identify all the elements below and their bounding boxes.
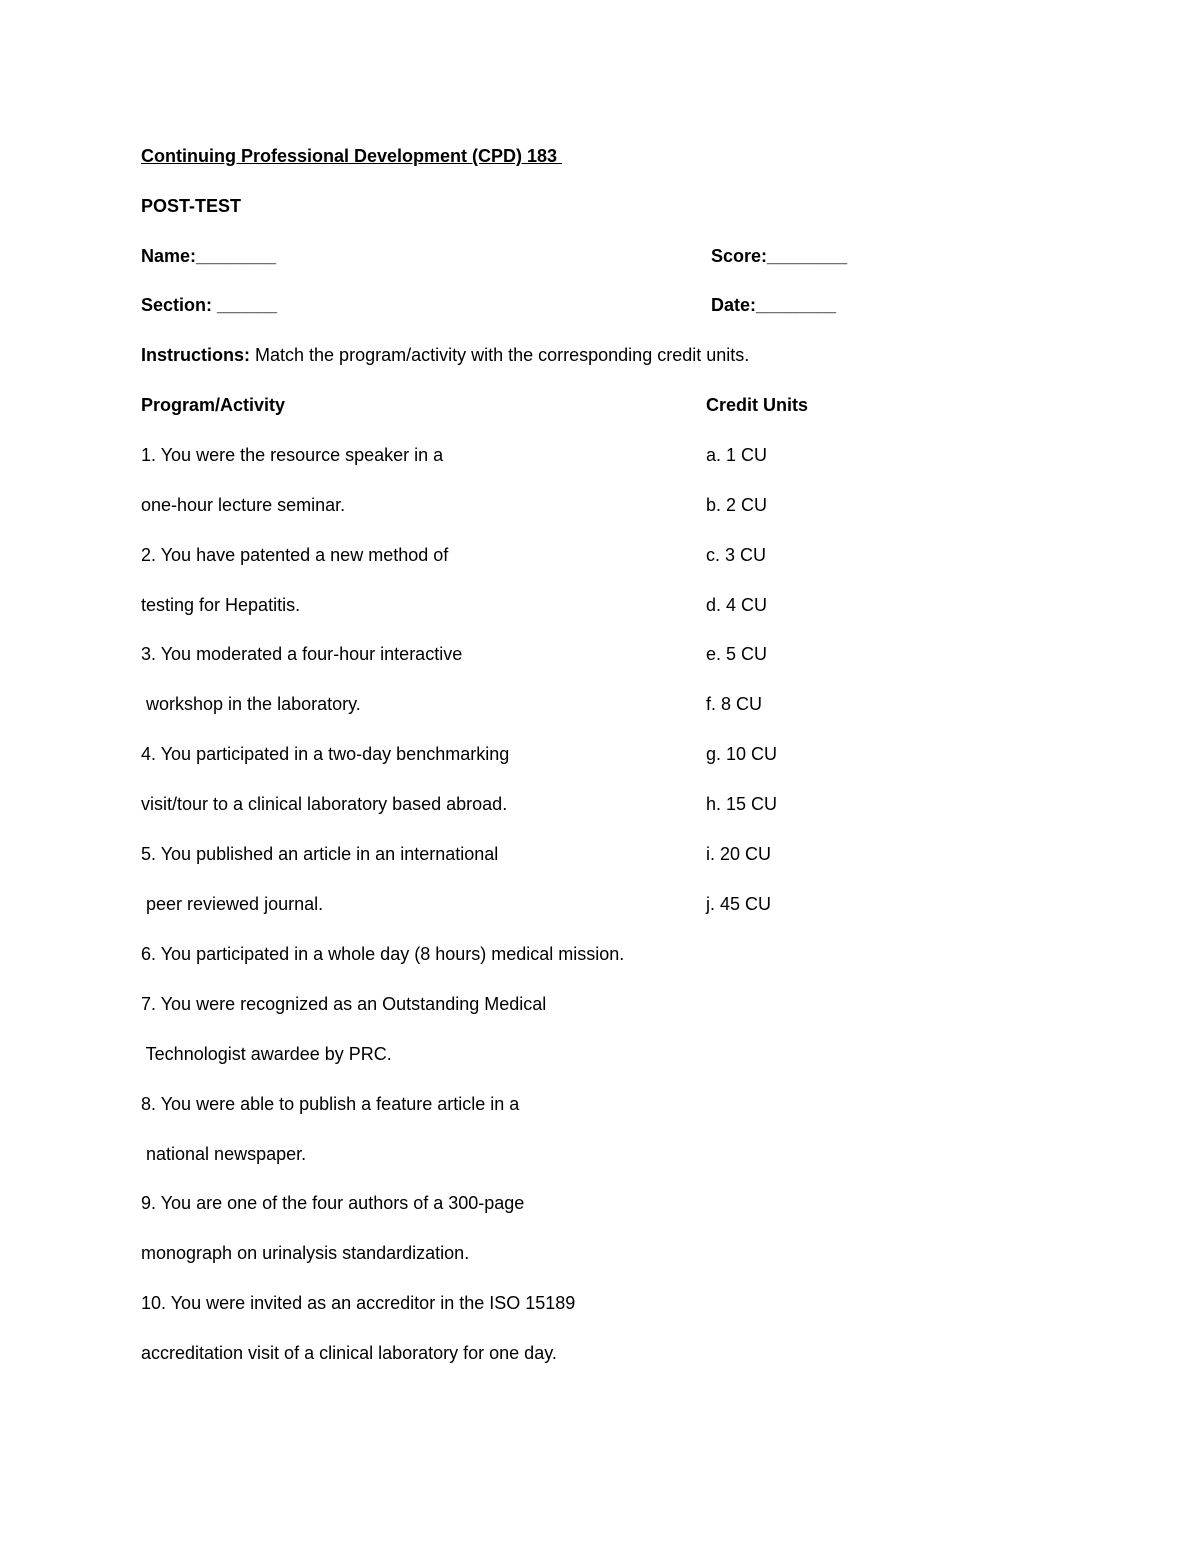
credit-option: i. 20 CU [706,844,772,864]
activity-line: 2. You have patented a new method of [141,545,449,565]
activity-line: 1. You were the resource speaker in a [141,445,444,465]
activity-line: visit/tour to a clinical laboratory based abroad. [141,794,508,814]
activity-line: workshop in the laboratory. [141,694,361,714]
activity-line: 9. You are one of the four authors of a 300-page [141,1193,525,1213]
credit-option: e. 5 CU [706,644,768,664]
instructions-text: Match the program/activity with the corresponding credit units. [250,345,750,365]
credit-option: h. 15 CU [706,794,778,814]
activity-line: 3. You moderated a four-hour interactive [141,644,463,664]
section-field: Section: ______ [141,295,278,315]
score-field: Score:________ [711,246,848,266]
activity-line: 6. You participated in a whole day (8 hours) medical mission. [141,944,625,964]
name-field: Name:________ [141,246,277,266]
document-title: Continuing Professional Development (CPD) 183 [141,146,563,166]
credit-units-header: Credit Units [706,395,809,415]
credit-option: f. 8 CU [706,694,763,714]
credit-option: d. 4 CU [706,595,768,615]
activity-line: testing for Hepatitis. [141,595,301,615]
activity-line: peer reviewed journal. [141,894,324,914]
credit-option: c. 3 CU [706,545,767,565]
activity-line: one-hour lecture seminar. [141,495,346,515]
activity-line: 5. You published an article in an international [141,844,499,864]
activity-line: Technologist awardee by PRC. [141,1044,392,1064]
date-field: Date:________ [711,295,837,315]
credit-option: g. 10 CU [706,744,778,764]
credit-option: j. 45 CU [706,894,772,914]
credit-option: b. 2 CU [706,495,768,515]
program-activity-header: Program/Activity [141,395,286,415]
document-subtitle: POST-TEST [141,196,242,216]
activity-line: 10. You were invited as an accreditor in the ISO 15189 [141,1293,576,1313]
activity-line: national newspaper. [141,1144,307,1164]
activity-line: accreditation visit of a clinical laboratory for one day. [141,1343,557,1363]
instructions-label: Instructions: [141,345,251,365]
activity-line: 4. You participated in a two-day benchmarking [141,744,510,764]
instructions [141,343,749,367]
activity-line: monograph on urinalysis standardization. [141,1243,470,1263]
activity-line: 8. You were able to publish a feature article in a [141,1094,520,1114]
activity-line: 7. You were recognized as an Outstanding Medical [141,994,547,1014]
credit-option: a. 1 CU [706,445,768,465]
